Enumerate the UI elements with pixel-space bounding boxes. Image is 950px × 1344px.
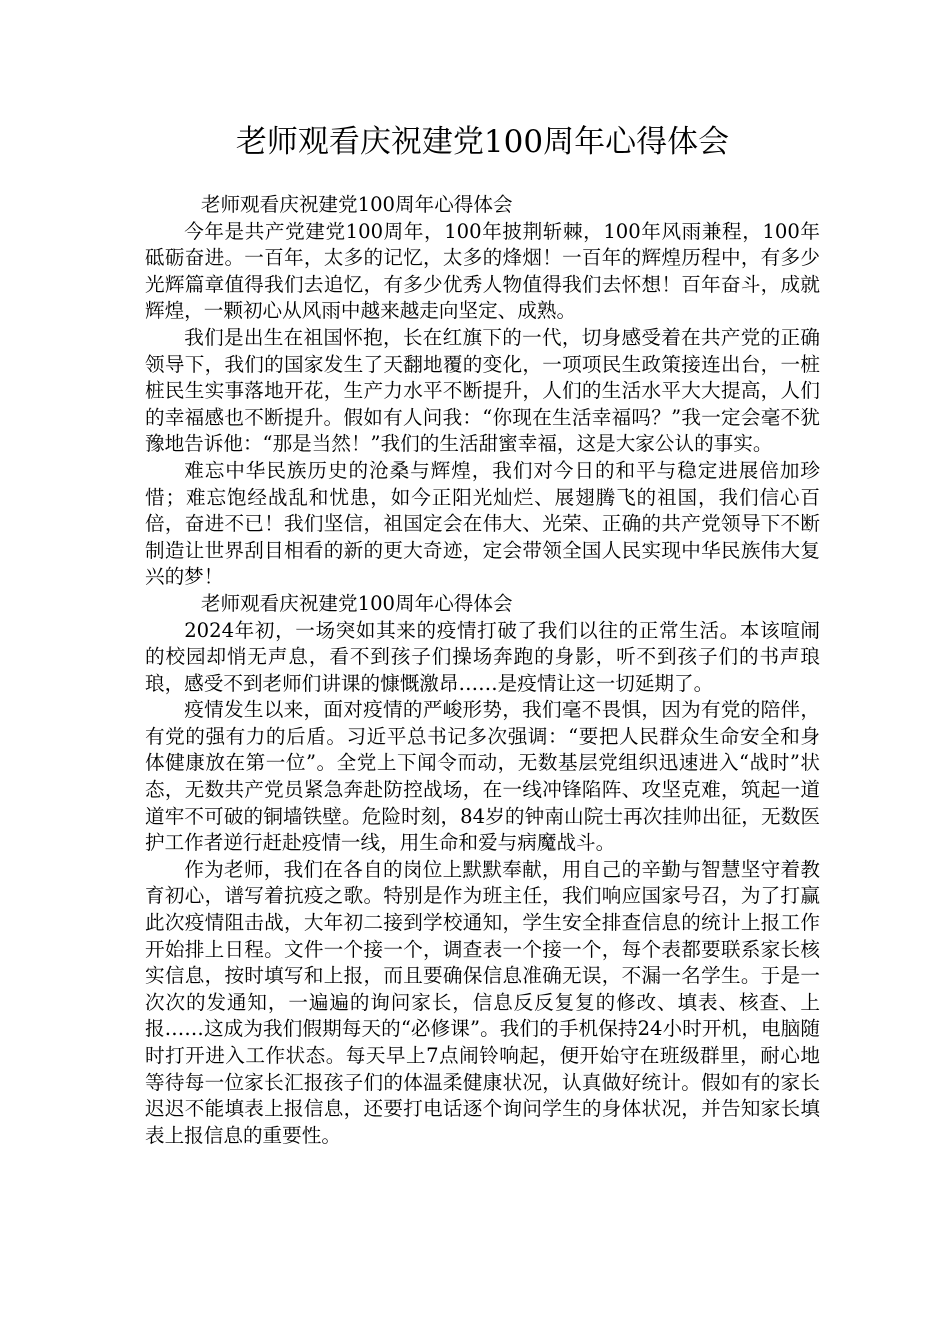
- section-1: [145, 192, 820, 591]
- section-2: [145, 591, 820, 1149]
- section-2-paragraph-3: 作为老师，我们在各自的岗位上默默奉献，用自己的辛勤与智慧坚守着教育初心，谱写着抗疫之歌。特别是作为班主任，我们响应国家号召，为了打赢此次疫情阻击战，大年初二接到学校通知，学生安全排查信息的统计上报工作开始排上日程。文件一个接一个，调查表一个接一个，每个表都要联系家长核实信息，按时填写和上报，而且要确保信息准确无误，不漏一名学生。于是一次次的发通知，一遍遍的询问家长，信息反反复复的修改、填表、核查、上报……这成为我们假期每天的“必修课”。我们的手机保持24小时开机，电脑随时打开进入工作状态。每天早上7点闹铃响起，便开始守在班级群里，耐心地等待每一位家长汇报孩子们的体温柔健康状况，认真做好统计。假如有的家长迟迟不能填表上报信息，还要打电话逐个询问学生的身体状况，并告知家长填表上报信息的重要性。: [145, 857, 820, 1147]
- section-2-paragraph-1: 2024年初，一场突如其来的疫情打破了我们以往的正常生活。本该喧闹的校园却悄无声息，看不到孩子们操场奔跑的身影，听不到孩子们的书声琅琅，感受不到老师们讲课的慷慨激昂……是疫情让这一切延期了。: [145, 618, 820, 695]
- section-1-paragraph-2: 我们是出生在祖国怀抱，长在红旗下的一代，切身感受着在共产党的正确领导下，我们的国家发生了天翻地覆的变化，一项项民生政策接连出台，一桩桩民生实事落地开花，生产力水平不断提升，人们的生活水平大大提高，人们的幸福感也不断提升。假如有人问我：“你现在生活幸福吗？”我一定会毫不犹豫地告诉他：“那是当然！”我们的生活甜蜜幸福，这是大家公认的事实。: [145, 325, 820, 456]
- section-1-paragraph-1: 今年是共产党建党100周年，100年披荆斩棘，100年风雨兼程，100年砥砺奋进。一百年，太多的记忆，太多的烽烟！一百年的辉煌历程中，有多少光辉篇章值得我们去追忆，有多少优秀人物值得我们去怀想！百年奋斗，成就辉煌，一颗初心从风雨中越来越走向坚定、成熟。: [145, 219, 820, 323]
- document-page: [145, 122, 820, 1149]
- section-1-paragraph-3: 难忘中华民族历史的沧桑与辉煌，我们对今日的和平与稳定进展倍加珍惜；难忘饱经战乱和忧患，如今正阳光灿烂、展翅腾飞的祖国，我们信心百倍，奋进不已！我们坚信，祖国定会在伟大、光荣、正确的共产党领导下不断制造让世界刮目相看的新的更大奇迹，定会带领全国人民实现中华民族伟大复兴的梦！: [145, 458, 820, 589]
- section-2-paragraph-2: 疫情发生以来，面对疫情的严峻形势，我们毫不畏惧，因为有党的陪伴，有党的强有力的后盾。习近平总书记多次强调：“要把人民群众生命安全和身体健康放在第一位”。全党上下闻令而动，无数基层党组织迅速进入“战时”状态，无数共产党员紧急奔赴防控战场，在一线冲锋陷阵、攻坚克难，筑起一道道牢不可破的铜墙铁壁。危险时刻，84岁的钟南山院士再次挂帅出征，无数医护工作者逆行赶赴疫情一线，用生命和爱与病魔战斗。: [145, 698, 820, 855]
- document-title: 老师观看庆祝建党100周年心得体会: [235, 124, 730, 160]
- section-2-heading: 老师观看庆祝建党100周年心得体会: [200, 591, 513, 615]
- section-1-heading: 老师观看庆祝建党100周年心得体会: [200, 193, 513, 216]
